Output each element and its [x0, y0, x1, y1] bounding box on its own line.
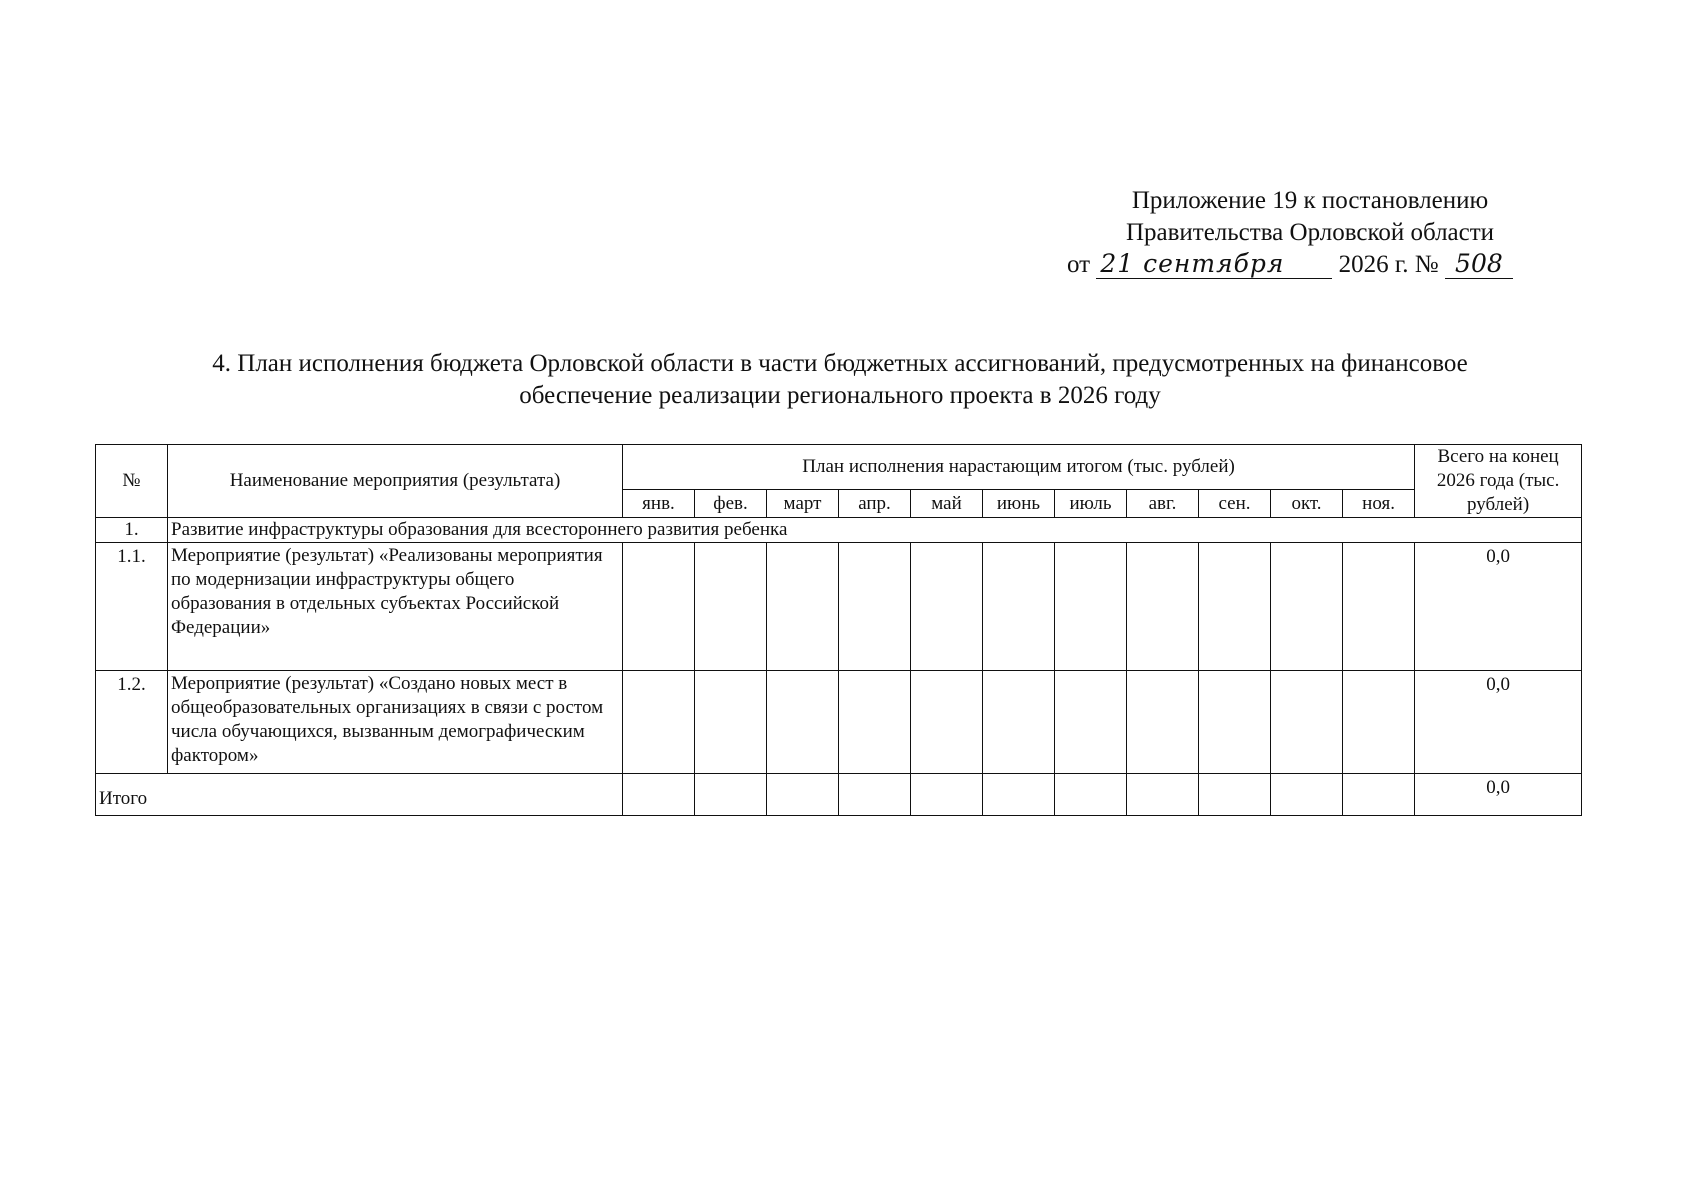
month-header: фев.: [695, 490, 767, 518]
month-header: авг.: [1127, 490, 1199, 518]
document-title-line-1: 4. План исполнения бюджета Орловской области в части бюджетных ассигнований, предусмотренных на финансовое: [212, 350, 1468, 377]
row-total: 0,0: [1415, 671, 1582, 774]
month-header: апр.: [839, 490, 911, 518]
month-header: ноя.: [1343, 490, 1415, 518]
section-row: [96, 518, 1582, 543]
month-header: янв.: [623, 490, 695, 518]
row-number: 1.2.: [96, 671, 168, 774]
month-cell: [623, 774, 695, 816]
month-cell: [1055, 543, 1127, 671]
month-cell: [911, 543, 983, 671]
month-cell: [1127, 543, 1199, 671]
header-row-1: [96, 445, 1582, 490]
month-cell: [1199, 671, 1271, 774]
month-cell: [1199, 543, 1271, 671]
month-cell: [767, 774, 839, 816]
month-header: май: [911, 490, 983, 518]
month-cell: [623, 671, 695, 774]
table-row: [96, 671, 1582, 774]
month-cell: [1127, 774, 1199, 816]
month-cell: [1127, 671, 1199, 774]
month-cell: [1343, 671, 1415, 774]
month-cell: [839, 543, 911, 671]
itogo-total: 0,0: [1415, 774, 1582, 816]
document-title: [80, 348, 1600, 412]
month-cell: [1343, 543, 1415, 671]
month-cell: [1343, 774, 1415, 816]
handwritten-number: 508: [1445, 250, 1513, 279]
itogo-row: [96, 774, 1582, 816]
month-cell: [1271, 543, 1343, 671]
table-row: [96, 543, 1582, 671]
itogo-label: Итого: [96, 774, 623, 816]
month-cell: [983, 774, 1055, 816]
month-cell: [695, 543, 767, 671]
appendix-date-line: [1030, 249, 1590, 281]
month-cell: [839, 774, 911, 816]
row-total: 0,0: [1415, 543, 1582, 671]
row-name: Мероприятие (результат) «Создано новых мест в общеобразовательных организациях в связи с ростом числа обучающихся, вызванным демографическим фактором»: [168, 671, 623, 774]
month-cell: [839, 671, 911, 774]
month-cell: [767, 543, 839, 671]
appendix-line-2: Правительства Орловской области: [1125, 219, 1495, 246]
from-prefix: от: [1067, 251, 1091, 278]
month-cell: [1271, 671, 1343, 774]
month-cell: [1271, 774, 1343, 816]
section-number: 1.: [96, 518, 168, 543]
month-cell: [983, 671, 1055, 774]
header-total: Всего на конец 2026 года (тыс. рублей): [1415, 445, 1582, 518]
month-cell: [623, 543, 695, 671]
header-plan: План исполнения нарастающим итогом (тыс. рублей): [623, 445, 1415, 490]
appendix-header: [1030, 185, 1590, 281]
header-number: №: [96, 445, 168, 518]
month-cell: [695, 671, 767, 774]
month-header: июль: [1055, 490, 1127, 518]
section-title: Развитие инфраструктуры образования для всестороннего развития ребенка: [168, 518, 1582, 543]
budget-plan-table: [95, 444, 1582, 816]
month-cell: [695, 774, 767, 816]
month-header: сен.: [1199, 490, 1271, 518]
row-name: Мероприятие (результат) «Реализованы мероприятия по модернизации инфраструктуры общего образования в отдельных субъектах Российской Федерации»: [168, 543, 623, 671]
document-title-line-2: обеспечение реализации регионального проекта в 2026 году: [519, 382, 1161, 409]
month-header: окт.: [1271, 490, 1343, 518]
month-header: июнь: [983, 490, 1055, 518]
month-cell: [1199, 774, 1271, 816]
month-cell: [911, 671, 983, 774]
month-cell: [911, 774, 983, 816]
year-text: 2026 г. №: [1338, 251, 1439, 278]
month-cell: [983, 543, 1055, 671]
month-cell: [767, 671, 839, 774]
appendix-line-1: Приложение 19 к постановлению: [1131, 187, 1489, 214]
month-cell: [1055, 774, 1127, 816]
row-number: 1.1.: [96, 543, 168, 671]
header-name: Наименование мероприятия (результата): [168, 445, 623, 518]
handwritten-date: 21 сентября: [1096, 250, 1332, 279]
month-header: март: [767, 490, 839, 518]
month-cell: [1055, 671, 1127, 774]
